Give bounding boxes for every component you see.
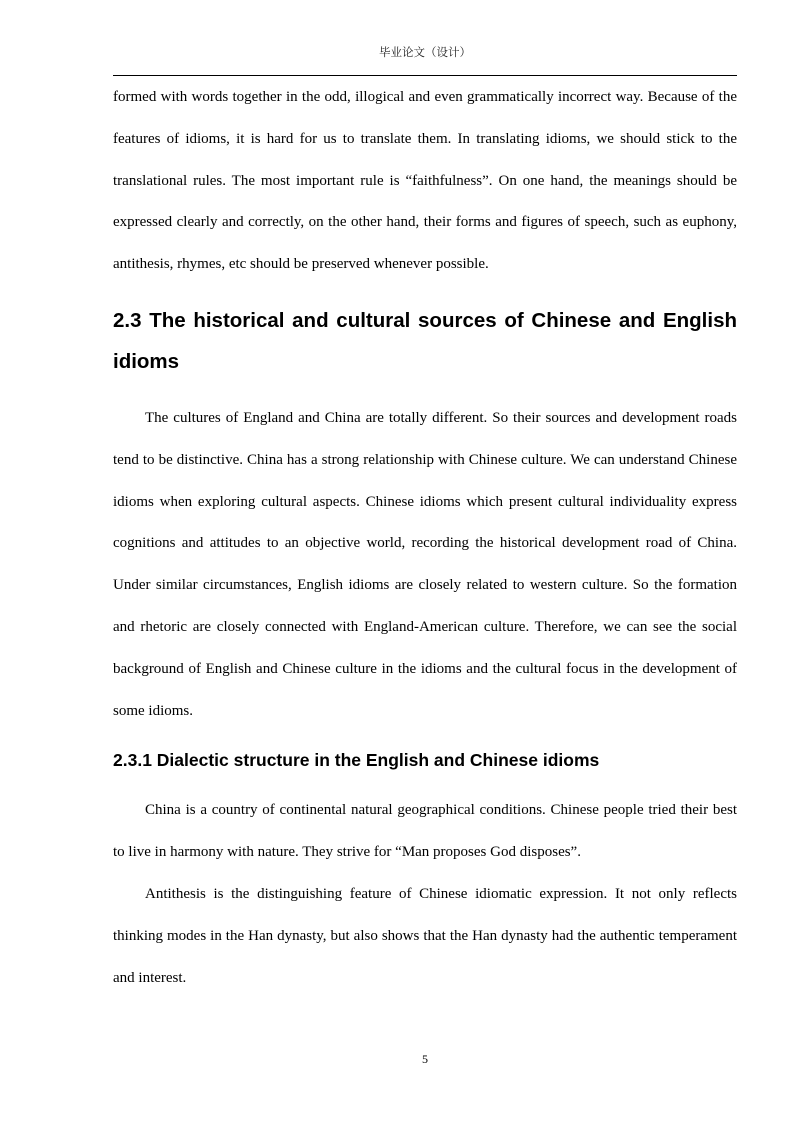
section-heading-2-3: 2.3 The historical and cultural sources of Chinese and English idioms	[113, 308, 737, 373]
subsection-heading-2-3-1: 2.3.1 Dialectic structure in the English and Chinese idioms	[113, 750, 600, 771]
document-page	[113, 0, 737, 1122]
paragraph-antithesis: Antithesis is the distinguishing feature of Chinese idiomatic expression. It not only reflects thinking modes in the Han dynasty, but also shows that the Han dynasty had the authentic temperament and interest.	[113, 885, 737, 986]
paragraph-cultural-sources: The cultures of England and China are totally different. So their sources and development roads tend to be distinctive. China has a strong relationship with Chinese culture. We can understand Chinese idioms when exploring cultural aspects. Chinese idioms which present cultural individuality express cognitions and attitudes to an objective world, recording the historical development road of China. Under similar circumstances, English idioms are closely related to western culture. So the formation and rhetoric are closely connected with England-American culture. Therefore, we can see the social background of English and Chinese culture in the idioms and the cultural focus in the development of some idioms.	[113, 409, 737, 719]
paragraph-continental-conditions: China is a country of continental natural geographical conditions. Chinese people tried their best to live in harmony with nature. They strive for “Man proposes God disposes”.	[113, 802, 737, 861]
page-body	[113, 77, 737, 999]
paragraph-continued: formed with words together in the odd, illogical and even grammatically incorrect way. Because of the features of idioms, it is hard for us to translate them. In translating idioms, we should stick to the translational rules. The most important rule is “faithfulness”. On one hand, the meanings should be expressed clearly and correctly, on the other hand, their forms and figures of speech, such as euphony, antithesis, rhymes, etc should be preserved whenever possible.	[113, 89, 737, 273]
header-rule	[113, 75, 737, 76]
page-number: 5	[422, 1052, 428, 1066]
running-header: 毕业论文（设计）	[379, 45, 471, 59]
